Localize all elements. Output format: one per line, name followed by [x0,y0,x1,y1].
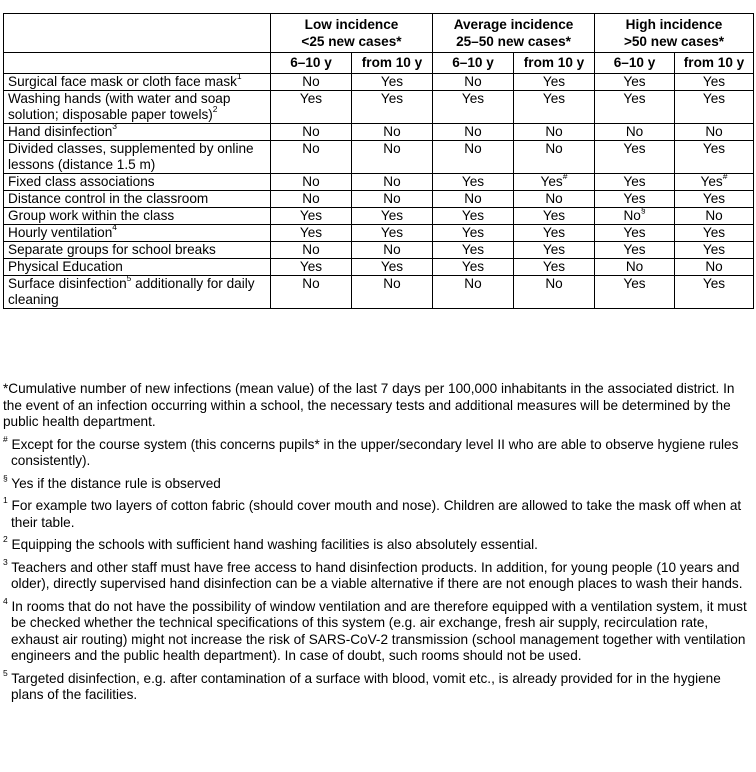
value-cell: No§ [595,208,675,225]
table-row [4,141,754,174]
header-age-old: from 10 y [514,53,595,74]
value-cell: Yes [595,74,675,91]
value-cell: No [271,276,352,309]
value-cell: Yes [352,259,433,276]
measure-cell: Surface disinfection$^5$ additionally for daily cleaning [4,276,271,309]
value-cell: Yes [595,225,675,242]
value-cell: Yes [271,208,352,225]
value-cell: Yes [595,191,675,208]
value-cell: No [433,276,514,309]
value-cell: No [352,191,433,208]
measures-body [4,71,754,309]
value-cell: Yes [675,191,754,208]
table-row [4,259,754,276]
measures-table [3,13,754,309]
header-low-incidence: Low incidence <25 new cases* [271,14,433,53]
measure-cell: Physical Education [4,259,271,276]
header-age-old: from 10 y [675,53,754,74]
value-cell: No [271,141,352,174]
value-cell: Yes [675,225,754,242]
value-cell: Yes [433,225,514,242]
measure-cell: Separate groups for school breaks [4,242,271,259]
value-cell: No [433,124,514,141]
footnote: *Cumulative number of new infections (mean value) of the last 7 days per 100,000 inhabitants in the associated district. In the event of an infection occurring within a school, the necessary tests and additional measures will be determined by the public health department. [3,381,735,429]
value-cell: No [352,141,433,174]
footnote: # Except for the course system (this concerns pupils* in the upper/secondary level II who are able to observe hygiene rules consistently). [3,433,739,468]
value-cell: No [352,174,433,191]
measure-cell: Washing hands (with water and soap solution; disposable paper towels)$^2$ [4,91,271,124]
value-cell: Yes [595,242,675,259]
value-cell: No [352,124,433,141]
value-cell: Yes [352,208,433,225]
value-cell: Yes [675,276,754,309]
value-cell: No [514,276,595,309]
value-cell: Yes [271,225,352,242]
value-cell: No [352,242,433,259]
table-row [4,91,754,124]
value-cell: No [271,124,352,141]
value-cell: Yes [352,91,433,124]
value-cell: No [271,191,352,208]
value-cell: Yes [433,208,514,225]
measure-cell: Group work within the class [4,208,271,225]
value-cell: Yes [352,225,433,242]
value-cell: Yes [514,225,595,242]
value-cell: No [595,124,675,141]
measure-cell: Surgical face mask or cloth face mask$^1$ [4,74,271,91]
value-cell: No [675,208,754,225]
value-cell: Yes [514,242,595,259]
value-cell: Yes [675,242,754,259]
header-age-row [4,53,754,74]
value-cell: Yes# [675,174,754,191]
header-average-incidence: Average incidence 25–50 new cases* [433,14,595,53]
value-cell: Yes [514,91,595,124]
value-cell: No [271,242,352,259]
header-age-young: 6–10 y [595,53,675,74]
value-cell: No [352,276,433,309]
value-cell: Yes [595,276,675,309]
value-cell: Yes [271,91,352,124]
value-cell: No [514,141,595,174]
header-age-young: 6–10 y [433,53,514,74]
table-row [4,174,754,191]
value-cell: Yes [675,74,754,91]
value-cell: No [514,191,595,208]
value-cell: Yes [271,259,352,276]
table-row [4,225,754,242]
footnote: § Yes if the distance rule is observed [3,472,221,491]
header-high-incidence: High incidence >50 new cases* [595,14,754,53]
value-cell: Yes [433,259,514,276]
header-corner [4,14,271,53]
value-cell: Yes [433,174,514,191]
value-cell: No [433,191,514,208]
table-row [4,276,754,309]
footnotes [3,381,751,710]
value-cell: No [271,74,352,91]
header-age-old: from 10 y [352,53,433,74]
measure-cell: Hourly ventilation$^4$ [4,225,271,242]
header-age-corner [4,53,271,74]
value-cell: Yes [433,242,514,259]
footnote: $^3$ Teachers and other staff must have free access to hand disinfection products. In addition, for young people (10 years and older), directly supervised hand disinfection can be a viable alternative if there are not enough places to wash their hands. [3,556,743,591]
value-cell: No [675,259,754,276]
value-cell: Yes [352,74,433,91]
measure-cell: Divided classes, supplemented by online lessons (distance 1.5 m) [4,141,271,174]
value-cell: Yes [514,208,595,225]
value-cell: Yes [595,174,675,191]
value-cell: Yes [595,141,675,174]
value-cell: Yes [514,259,595,276]
value-cell: No [433,74,514,91]
measure-cell: Fixed class associations [4,174,271,191]
value-cell: No [675,124,754,141]
footnote: $^5$ Targeted disinfection, e.g. after contamination of a surface with blood, vomit etc., is already provided for in the hygiene plans of the facilities. [3,667,721,702]
value-cell: No [433,141,514,174]
footnote: $^4$ In rooms that do not have the possibility of window ventilation and are therefore equipped with a ventilation system, it must be checked whether the technical specifications of this system (e.g. air exchange, fresh air supply, recirculation rate, exhaust air routing) might not increase the risk of SARS-CoV-2 transmission (school management together with ventilation engineers and the public health department). In case of doubt, such rooms should not be used. [3,595,747,663]
table-row [4,74,754,91]
header-age-young: 6–10 y [271,53,352,74]
value-cell: No [595,259,675,276]
value-cell: No [514,124,595,141]
table-row [4,242,754,259]
measure-cell: Distance control in the classroom [4,191,271,208]
value-cell: Yes [595,91,675,124]
footnote: $^2$ Equipping the schools with sufficient hand washing facilities is also absolutely essential. [3,534,538,552]
measure-cell: Hand disinfection$^3$ [4,124,271,141]
value-cell: Yes [514,74,595,91]
value-cell: Yes# [514,174,595,191]
value-cell: No [271,174,352,191]
footnote: $^1$ For example two layers of cotton fabric (should cover mouth and nose). Children are allowed to take the mask off when at their table. [3,495,742,530]
value-cell: Yes [675,141,754,174]
header-group-row [4,14,754,53]
value-cell: Yes [675,91,754,124]
table-row [4,124,754,141]
value-cell: Yes [433,91,514,124]
